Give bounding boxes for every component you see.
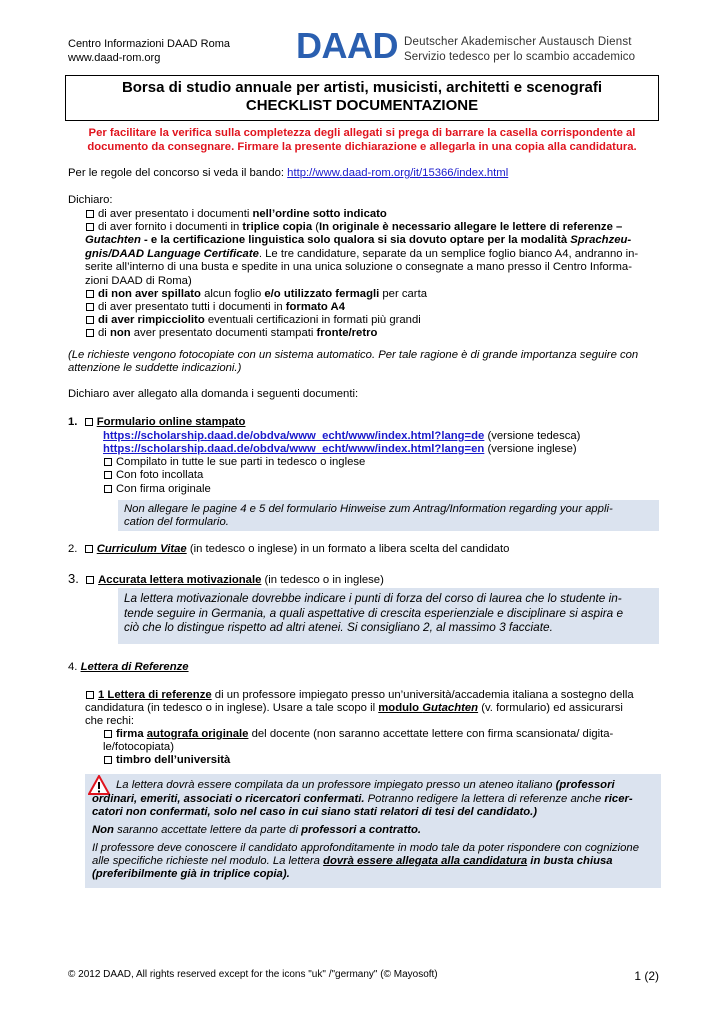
- page-subtitle: CHECKLIST DOCUMENTAZIONE: [245, 97, 479, 114]
- text: di aver presentato tutti i documenti in: [98, 301, 286, 313]
- text: eventuali certificazioni in formati più grandi: [204, 314, 421, 326]
- text-bold: timbro dell’università: [116, 754, 231, 766]
- section4-para-line1: [85, 689, 634, 703]
- text-bold: In originale è necessario allegare le lettere di referenze –: [319, 221, 623, 233]
- text-bold: non: [109, 327, 131, 339]
- text-bold: ordinari, emeriti, associati o ricercatori confermati.: [92, 793, 365, 805]
- notice-line2: documento da consegnare. Firmare la presente dichiarazione e allegarla in una copia alla candidatura.: [87, 141, 637, 153]
- section1-note-line2: cation del formulario.: [124, 516, 229, 528]
- section1-heading: [68, 416, 245, 430]
- dichiaro-item-2-cont2: [85, 248, 638, 262]
- checkbox[interactable]: [104, 471, 112, 479]
- text-bold: di aver rimpicciolito: [98, 314, 205, 326]
- header-org-line2: www.daad-rom.org: [68, 52, 161, 64]
- text: (in tedesco o inglese) in un formato a libera scelta del candidato: [186, 543, 510, 555]
- checkbox[interactable]: [86, 223, 94, 231]
- text-bold: (professori: [555, 779, 615, 791]
- text-bold: fronte/retro: [316, 327, 378, 339]
- section4-sub-1: [103, 728, 613, 742]
- text-bold: [378, 702, 478, 714]
- text: aver presentato documenti stampati: [130, 327, 317, 339]
- dichiaro-item-2: [85, 221, 622, 235]
- footer-copyright: © 2012 DAAD, All rights reserved except for the icons "uk" /"germany" (© Mayosoft): [68, 969, 438, 980]
- text: alcun foglio: [200, 288, 265, 300]
- text-bold: Non: [92, 824, 114, 836]
- checkbox[interactable]: [86, 329, 94, 337]
- text: di aver presentato i documenti: [98, 208, 253, 220]
- rules-text: Per le regole del concorso si veda il bando:: [68, 167, 288, 179]
- text: di aver fornito i documenti in: [98, 221, 243, 233]
- checkbox[interactable]: [86, 576, 94, 584]
- dichiaro-item-2-cont3: serite all’interno di una busta e spedite in una unica soluzione o consegnate a mano presso il Centro Informa-: [85, 261, 632, 273]
- checkbox[interactable]: [86, 290, 94, 298]
- text: candidatura (in tedesco o in inglese). Usare a tale scopo il: [85, 702, 379, 714]
- warning-line1: [116, 779, 615, 793]
- dichiaro-item-2-cont1: [85, 234, 631, 248]
- text-bold: triplice copia: [242, 221, 313, 233]
- section1-check-2: [103, 469, 203, 483]
- section3-note-line1: La lettera motivazionale dovrebbe indicare i punti di forza del corso di laurea che lo studente in-: [124, 591, 622, 605]
- text-bold: e/o utilizzato fermagli: [264, 288, 380, 300]
- text: Compilato in tutte le sue parti in tedesco o inglese: [116, 456, 366, 468]
- section4-sub-1-cont: le/fotocopiata): [103, 741, 174, 753]
- dichiaro-item-4: [85, 301, 345, 315]
- text: (v. formulario) ed assicurarsi: [478, 702, 623, 714]
- photocopy-note-line2: attenzione le suddette indicazioni.): [68, 362, 242, 374]
- text-bold: firma: [116, 728, 147, 740]
- section-number: 2.: [68, 543, 78, 555]
- formulario-link-en[interactable]: https://scholarship.daad.de/obdva/www_echt/www/index.html?lang=en: [103, 443, 485, 455]
- rules-line: [68, 167, 508, 181]
- section-title: Formulario online stampato: [96, 416, 246, 428]
- checkbox[interactable]: [86, 691, 94, 699]
- text: La lettera dovrà essere compilata da un professore impiegato presso un ateneo italiano: [116, 779, 556, 791]
- formulario-link-de[interactable]: https://scholarship.daad.de/obdva/www_echt/www/index.html?lang=de: [103, 430, 485, 442]
- page-title: Borsa di studio annuale per artisti, musicisti, architetti e scenografi: [121, 79, 603, 96]
- text-bold: formato A4: [285, 301, 345, 313]
- checkbox[interactable]: [86, 303, 94, 311]
- section3-note-line3: ciò che lo distingue rispetto ad altri atenei. Si consigliano 2, al massimo 3 facciate.: [124, 620, 553, 634]
- text: saranno accettate lettere da parte di: [113, 824, 302, 836]
- text-bold: dovrà essere allegata alla candidatura: [323, 855, 528, 867]
- page-number: 1 (2): [634, 969, 659, 983]
- text-bold: professori a contratto.: [301, 824, 422, 836]
- text: di: [98, 327, 110, 339]
- text: (versione tedesca): [484, 430, 581, 442]
- dichiaro-item-3: [85, 288, 427, 302]
- warning-line7: (preferibilmente già in triplice copia).: [92, 868, 290, 880]
- notice-line1: Per facilitare la verifica sulla completezza degli allegati si prega di barrare la casella corrispondente al: [88, 127, 636, 139]
- section1-link-de-line: [103, 430, 580, 444]
- dichiaro-item-1: [85, 208, 387, 222]
- text-bold-italic: gnis/DAAD Language Certificate: [85, 248, 259, 260]
- dichiaro-item-6: [85, 327, 377, 341]
- header-org-line1: Centro Informazioni DAAD Roma: [68, 38, 231, 50]
- section4-para-line2: [85, 702, 623, 716]
- warning-line2: [92, 793, 633, 807]
- section-number: 3.: [68, 571, 79, 586]
- text: del docente (non saranno accettate lettere con firma scansionata/ digita-: [248, 728, 614, 740]
- text: di un professore impiegato presso un’università/accademia italiana a sostegno della: [211, 689, 634, 701]
- warning-icon: [88, 775, 110, 795]
- checkbox[interactable]: [86, 316, 94, 324]
- text-bold: - e la certificazione linguistica solo qualora si sia dovuto optare per la modalità: [140, 234, 571, 246]
- dichiaro-item-2-cont4: zioni DAAD di Roma): [85, 275, 192, 287]
- text-bold: ricer-: [604, 793, 633, 805]
- checkbox[interactable]: [85, 545, 93, 553]
- text-bold: 1 Lettera di referenze: [98, 689, 212, 701]
- warning-line5: Il professore deve conoscere il candidato approfonditamente in modo tale da poter rispondere con cognizione: [92, 842, 639, 854]
- text: (in tedesco o in inglese): [261, 574, 384, 586]
- text-bold-italic: Sprachzeu-: [570, 234, 632, 246]
- text-bold: modulo: [378, 702, 423, 714]
- checkbox[interactable]: [104, 485, 112, 493]
- section3-note-line2: tende seguire in Germania, a quali aspettative di crescita esperienziale e disciplinare si aspira e: [124, 606, 624, 620]
- section1-note-line1: Non allegare le pagine 4 e 5 del formulario Hinweise zum Antrag/Information regarding your appli-: [124, 503, 613, 515]
- section4-heading: [68, 661, 189, 675]
- text-bold-italic: Gutachten: [422, 702, 479, 714]
- header-tagline1: Deutscher Akademischer Austausch Dienst: [404, 36, 632, 48]
- header-tagline2: Servizio tedesco per lo scambio accademico: [404, 51, 636, 63]
- section-title: Accurata lettera motivazionale: [98, 574, 262, 586]
- section2-heading: [68, 543, 509, 557]
- section1-link-en-line: [103, 443, 577, 457]
- checkbox[interactable]: [104, 730, 112, 738]
- warning-line4: [92, 824, 421, 838]
- text-bold: di non aver spillato: [98, 288, 201, 300]
- section1-check-1: [103, 456, 365, 470]
- dichiaro-label: Dichiaro:: [68, 194, 113, 206]
- text: . Le tre candidature, separate da un semplice foglio bianco A4, andranno in-: [258, 248, 639, 260]
- allegato-intro: Dichiaro aver allegato alla domanda i seguenti documenti:: [68, 388, 359, 400]
- text-bold-italic: Gutachten: [85, 234, 141, 246]
- section4-sub-2: [103, 754, 230, 768]
- text: (versione inglese): [484, 443, 577, 455]
- section1-check-3: [103, 483, 211, 497]
- text: Con firma originale: [116, 483, 211, 495]
- text: (: [312, 221, 320, 233]
- text: Con foto incollata: [116, 469, 204, 481]
- rules-link[interactable]: http://www.daad-rom.org/it/15366/index.html: [287, 167, 509, 179]
- checkbox[interactable]: [85, 418, 93, 426]
- text-bold: nell’ordine sotto indicato: [252, 208, 387, 220]
- text: Potranno redigere la lettera di referenze anche: [364, 793, 605, 805]
- text: per carta: [379, 288, 427, 300]
- checkbox[interactable]: [86, 210, 94, 218]
- warning-line3: catori non confermati, solo nel caso in cui siano stati relatori di tesi del candidato.): [92, 806, 538, 818]
- checkbox[interactable]: [104, 756, 112, 764]
- text: alle specifiche richieste nel modulo. La lettera: [92, 855, 324, 867]
- checkbox[interactable]: [104, 458, 112, 466]
- photocopy-note-line1: (Le richieste vengono fotocopiate con un sistema automatico. Per tale ragione è di grande importanza seguire con: [68, 349, 639, 361]
- daad-logo: DAAD: [296, 25, 398, 66]
- section-number: 1.: [68, 416, 78, 428]
- section3-heading: [68, 572, 384, 588]
- section4-para-line3: che rechi:: [85, 715, 134, 727]
- warning-line6: [92, 855, 613, 869]
- text-bold: in busta chiusa: [527, 855, 613, 867]
- section-title: Lettera di Referenze: [80, 661, 189, 673]
- dichiaro-item-5: [85, 314, 421, 328]
- section-title: Curriculum Vitae: [96, 543, 187, 555]
- section-number: 4.: [68, 661, 78, 673]
- text-bold: autografa originale: [146, 728, 249, 740]
